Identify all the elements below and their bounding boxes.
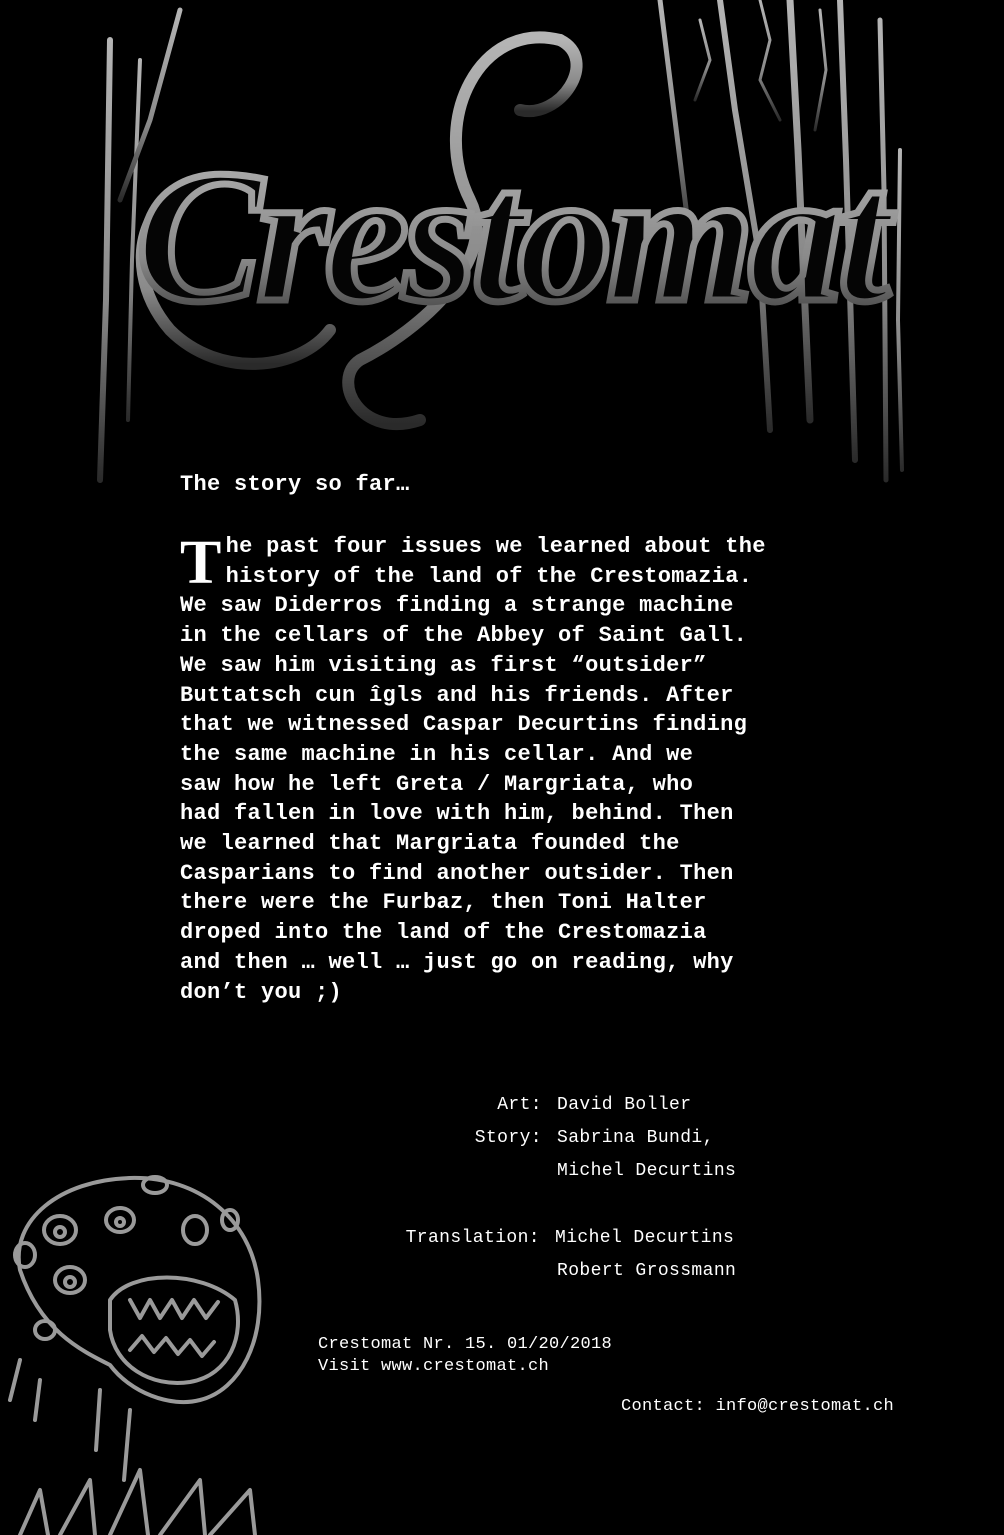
- logo-title: Crestomat: [135, 132, 885, 342]
- drop-cap: T: [180, 529, 222, 597]
- credit-story-name-1: Sabrina Bundi,: [557, 1128, 714, 1148]
- contact-email: Contact: info@crestomat.ch: [621, 1397, 895, 1416]
- credit-translation-name-2: Robert Grossmann: [557, 1261, 737, 1281]
- issue-info: Crestomat Nr. 15. 01/20/2018: [318, 1335, 613, 1354]
- credit-story-name-2: Michel Decurtins: [557, 1161, 737, 1181]
- story-body: he past four issues we learned about the history of the land of the Crestomazia. We saw Diderros finding a strange machine in the cellars of the Abbey of Saint Gall. We saw him visiting as first “outsider” Buttatsch cun îgls and his friends. After that we witnessed Caspar Decurtins finding the same machine in his cellar. And we saw how he left Greta / Margriata, who had fallen in love with him, behind. Then we learned that Margriata founded the Casparians to find another outsider. Then there were the Furbaz, then Toni Halter droped into the land of the Crestomazia and then … well … just go on reading, why don’t you ;): [180, 534, 766, 1005]
- credit-translation-name-1: Michel Decurtins: [555, 1228, 735, 1248]
- visit-website: Visit www.crestomat.ch: [318, 1357, 550, 1376]
- intro-heading: The story so far…: [180, 472, 410, 497]
- credit-art-label: Art:: [497, 1095, 542, 1115]
- credit-story-label: Story:: [474, 1128, 542, 1148]
- credit-translation-label: Translation:: [405, 1228, 540, 1248]
- creature-illustration: [0, 1160, 300, 1535]
- credit-art-name: David Boller: [557, 1095, 692, 1115]
